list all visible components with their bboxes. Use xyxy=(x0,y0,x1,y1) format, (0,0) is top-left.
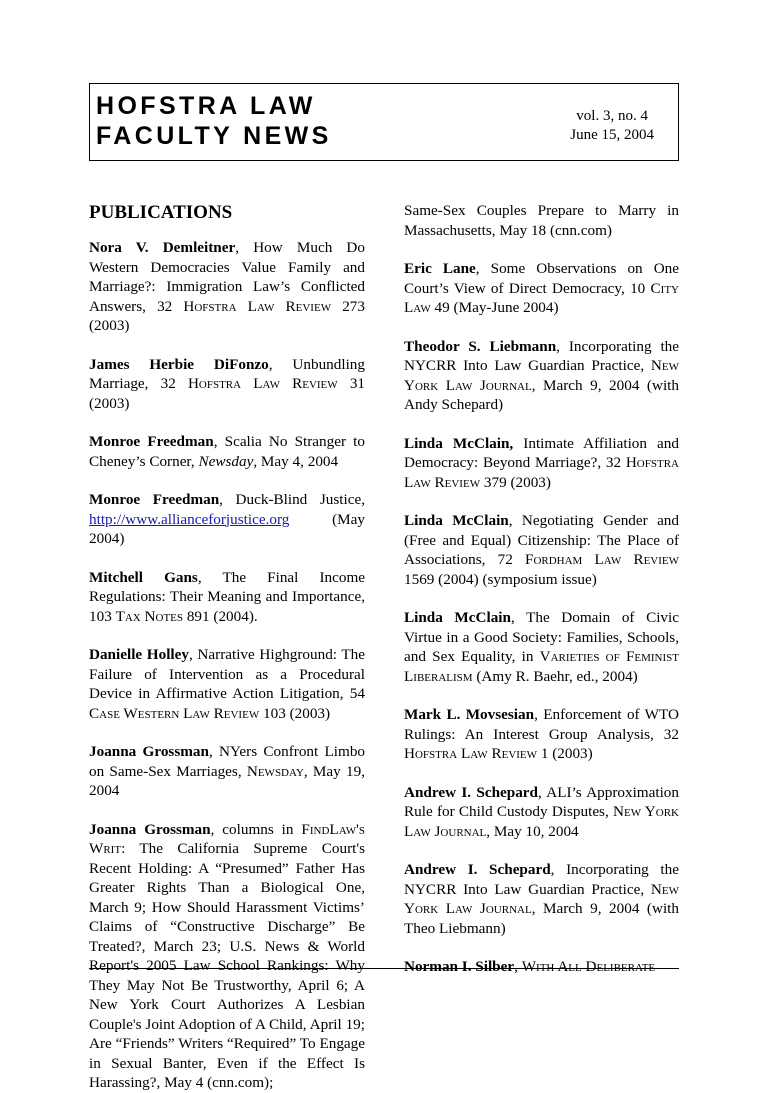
journal: Newsday xyxy=(246,762,304,780)
author: Nora V. Demleitner xyxy=(89,239,236,256)
publication-entry: Joanna Grossman, columns in FindLaw's Writ: The California Supreme Court's Recent Holding: A “Presumed” Father Has Greater Rights Than a Biological One, March 9; How Should Harassment Victims’ Claims of “Constructive Discharge” Be Treated?, March 23; U.S. News & World Report's 2005 Law School Rankings: Why They May Not Be Trustworthy, April 6; A New York Court Authorizes A Lesbian Couple's Joint Adoption of A Child, April 19; Are “Friends” Writers “Required” To Engage in Sexual Banter, Even if the Effect Is Harassing?, May 4 (cnn.com); xyxy=(89,820,365,1091)
right-column xyxy=(404,201,679,977)
publication-entry: Mark L. Movsesian, Enforcement of WTO Rulings: An Interest Group Analysis, 32 Hofstra Law Review 1 (2003) xyxy=(404,706,679,762)
author: Eric Lane xyxy=(404,260,476,277)
journal: New York Law Journal xyxy=(404,803,679,840)
journal: New York Law Journal xyxy=(404,357,679,394)
journal: Tax Notes xyxy=(115,607,184,625)
book-title: With All Deliberate xyxy=(521,958,656,975)
publication-entry: Danielle Holley, Narrative Highground: The Failure of Intervention as a Procedural Device in Affirmative Action Litigation, 54 Case Western Law Review 103 (2003) xyxy=(89,646,365,722)
author: Joanna Grossman xyxy=(89,743,209,760)
journal: Hofstra Law Review xyxy=(187,375,338,392)
publication-entry: Eric Lane, Some Observations on One Court’s View of Direct Democracy, 10 City Law 49 (May-June 2004) xyxy=(404,260,679,316)
author: Andrew I. Schepard xyxy=(404,783,538,801)
journal: Hofstra Law Review xyxy=(404,454,679,491)
web-link[interactable]: http://www.allianceforjustice.org xyxy=(89,510,290,528)
journal: Fordham Law Review xyxy=(525,551,680,568)
publication-entry: Norman I. Silber, With All Deliberate xyxy=(404,958,656,975)
left-column xyxy=(89,198,365,1093)
section-title: PUBLICATIONS xyxy=(89,202,233,223)
publication-entry: Mitchell Gans, The Final Income Regulations: Their Meaning and Importance, 103 Tax Notes 891 (2004). xyxy=(89,568,365,625)
author: Monroe Freedman xyxy=(89,491,220,508)
author: Monroe Freedman xyxy=(89,433,214,450)
issue-info xyxy=(570,107,654,145)
masthead xyxy=(89,83,679,161)
author: Danielle Holley xyxy=(89,646,189,663)
publication-entry: Andrew I. Schepard, Incorporating the NYCRR Into Law Guardian Practice, New York Law Journal, March 9, 2004 (with Theo Liebmann) xyxy=(404,861,679,937)
issue-volume: vol. 3, no. 4 xyxy=(576,108,648,124)
author: Norman I. Silber xyxy=(404,958,515,975)
publication-entry: Nora V. Demleitner, How Much Do Western Democracies Value Family and Marriage?: Immigration Law’s Conflicted Answers, 32 Hofstra Law Review 273 (2003) xyxy=(89,239,365,334)
journal: City Law xyxy=(404,279,679,316)
author: James Herbie DiFonzo xyxy=(89,355,269,373)
publication-entry: Monroe Freedman, Scalia No Stranger to Cheney’s Corner, Newsday, May 4, 2004 xyxy=(89,433,365,470)
author: Andrew I. Schepard xyxy=(404,861,551,878)
issue-date: June 15, 2004 xyxy=(570,127,654,143)
footer-rule xyxy=(89,968,679,969)
author: Linda McClain xyxy=(404,609,511,626)
author: Mark L. Movsesian xyxy=(404,706,535,723)
author: Linda McClain, xyxy=(404,434,514,452)
book-title: Varieties of Feminist Liberalism xyxy=(404,648,680,685)
journal: Case Western Law Review xyxy=(89,704,260,722)
author: Linda McClain xyxy=(404,512,509,529)
publication-entry: Theodor S. Liebmann, Incorporating the NYCRR Into Law Guardian Practice, New York Law Journal, March 9, 2004 (with Andy Schepard) xyxy=(404,337,679,413)
author: Joanna Grossman xyxy=(89,820,211,838)
author: Theodor S. Liebmann xyxy=(404,337,557,355)
publication-entry: Andrew I. Schepard, ALI’s Approximation Rule for Child Custody Disputes, New York Law Journal, May 10, 2004 xyxy=(404,783,679,840)
journal: Hofstra Law Review xyxy=(183,297,332,315)
journal: Newsday xyxy=(198,452,254,470)
publication-entry: Linda McClain, Intimate Affiliation and Democracy: Beyond Marriage?, 32 Hofstra Law Review 379 (2003) xyxy=(404,434,679,491)
publication-entry: Linda McClain, The Domain of Civic Virtue in a Good Society: Families, Schools, and Sex Equality, in Varieties of Feminist Liberalism (Amy R. Baehr, ed., 2004) xyxy=(404,609,680,685)
journal: New York Law Journal xyxy=(404,880,679,917)
publication-entry: Linda McClain, Negotiating Gender and (Free and Equal) Citizenship: The Place of Associations, 72 Fordham Law Review 1569 (2004) (symposium issue) xyxy=(404,512,680,588)
publication-entry-continued: Same-Sex Couples Prepare to Marry in Massachusetts, May 18 (cnn.com) xyxy=(404,202,679,239)
journal: FindLaw's Writ xyxy=(89,820,365,857)
publication-entry: James Herbie DiFonzo, Unbundling Marriage, 32 Hofstra Law Review 31 (2003) xyxy=(89,355,366,412)
publication-entry: Monroe Freedman, Duck-Blind Justice, http://www.allianceforjustice.org (May 2004) xyxy=(89,491,366,547)
author: Mitchell Gans xyxy=(89,568,198,586)
journal: Hofstra Law Review xyxy=(404,745,538,762)
newsletter-title: HOFSTRA LAW FACULTY NEWS xyxy=(96,92,332,150)
publication-entry: Joanna Grossman, NYers Confront Limbo on Same-Sex Marriages, Newsday, May 19, 2004 xyxy=(89,743,366,799)
